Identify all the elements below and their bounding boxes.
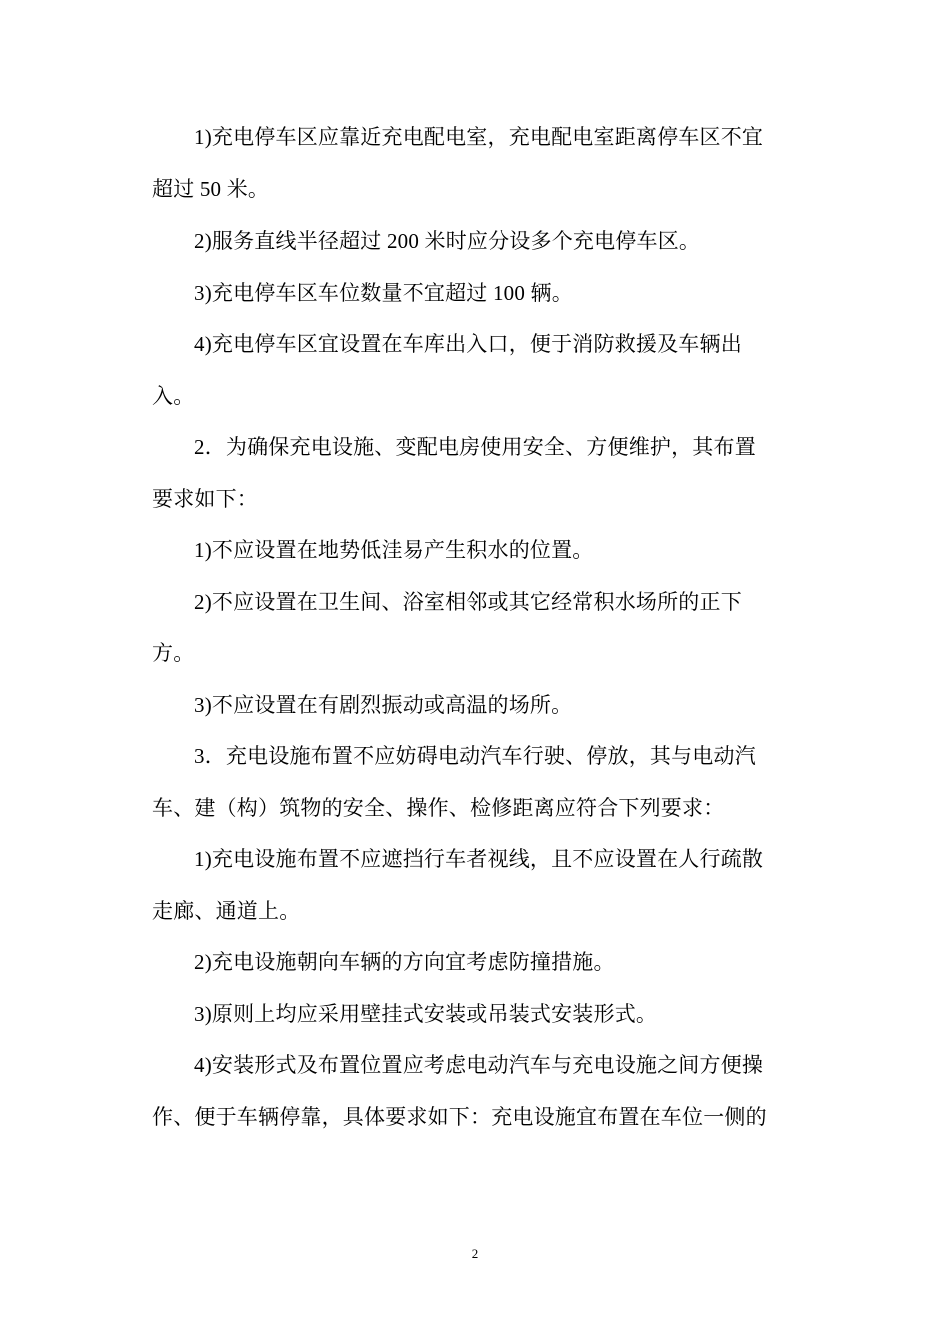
text-line: 3．充电设施布置不应妨碍电动汽车行驶、停放，其与电动汽 — [194, 744, 756, 768]
text-line: 2)服务直线半径超过 200 米时应分设多个充电停车区。 — [194, 229, 701, 253]
text-line: 作、便于车辆停靠，具体要求如下：充电设施宜布置在车位一侧的 — [152, 1105, 767, 1129]
text-line: 入。 — [152, 384, 195, 408]
text-line: 2．为确保充电设施、变配电房使用安全、方便维护，其布置 — [194, 435, 756, 459]
text-line: 2)充电设施朝向车辆的方向宜考虑防撞措施。 — [194, 950, 615, 974]
text-line: 4)充电停车区宜设置在车库出入口，便于消防救援及车辆出 — [194, 332, 742, 356]
text-line: 1)充电设施布置不应遮挡行车者视线，且不应设置在人行疏散 — [194, 847, 764, 871]
text-line: 超过 50 米。 — [152, 177, 270, 201]
text-line: 2)不应设置在卫生间、浴室相邻或其它经常积水场所的正下 — [194, 590, 742, 614]
text-line: 3)原则上均应采用壁挂式安装或吊装式安装形式。 — [194, 1002, 658, 1026]
text-line: 4)安装形式及布置位置应考虑电动汽车与充电设施之间方便操 — [194, 1053, 764, 1077]
text-line: 走廊、通道上。 — [152, 899, 301, 923]
text-line: 要求如下： — [152, 487, 258, 511]
text-line: 3)不应设置在有剧烈振动或高温的场所。 — [194, 693, 573, 717]
text-line: 3)充电停车区车位数量不宜超过 100 辆。 — [194, 281, 573, 305]
page-number: 2 — [471, 1246, 479, 1261]
text-line: 方。 — [152, 641, 195, 665]
text-line: 车、建（构）筑物的安全、操作、检修距离应符合下列要求： — [152, 796, 725, 820]
text-line: 1)充电停车区应靠近充电配电室，充电配电室距离停车区不宜 — [194, 125, 764, 149]
text-line: 1)不应设置在地势低洼易产生积水的位置。 — [194, 538, 594, 562]
